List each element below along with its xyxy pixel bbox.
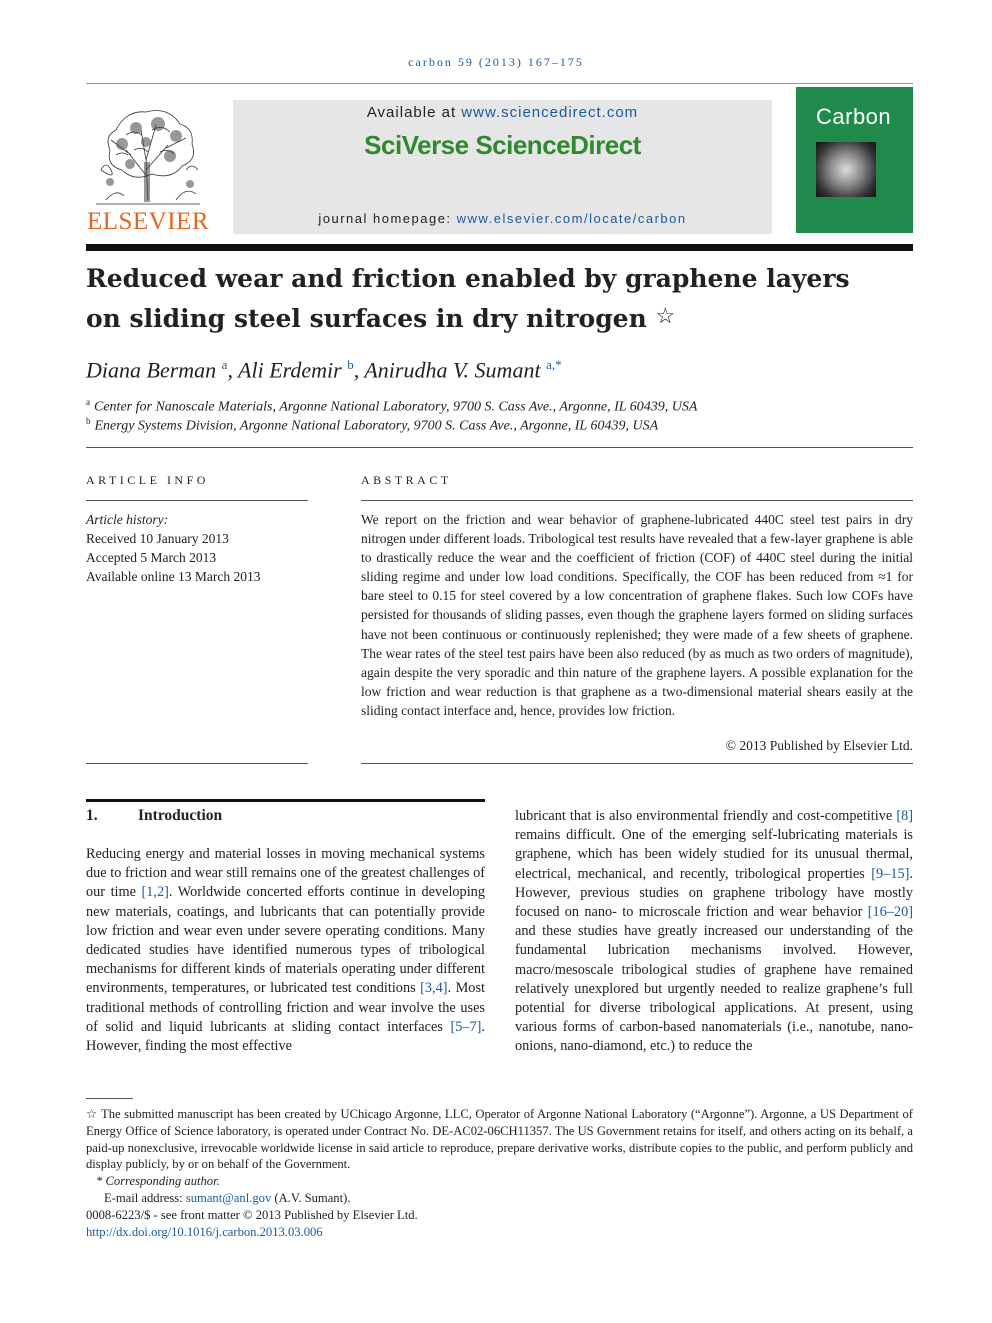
sciverse-logo: SciVerse ScienceDirect bbox=[364, 130, 641, 160]
body-text: remains difficult. One of the emerging self-lubricating materials is graphene, which has been widely studied for its unusual thermal, electrical, mechanical, and recently, tribological properties bbox=[515, 827, 913, 882]
available-at-line bbox=[233, 104, 772, 121]
body-column-left bbox=[86, 845, 485, 1056]
citation-link[interactable]: [9–15] bbox=[871, 865, 910, 882]
citation-link[interactable]: [1,2] bbox=[141, 884, 169, 901]
title-star-icon[interactable]: ☆ bbox=[655, 304, 676, 329]
citation-link[interactable]: [16–20] bbox=[867, 904, 913, 921]
footnotes bbox=[86, 1106, 913, 1240]
header-rule bbox=[86, 83, 913, 84]
section-title: Introduction bbox=[138, 807, 223, 824]
affiliation-sup: b bbox=[86, 416, 91, 426]
cover-image bbox=[816, 142, 876, 197]
sciencedirect-link[interactable]: www.sciencedirect.com bbox=[461, 104, 639, 121]
abstract-bottom-rule bbox=[361, 763, 913, 764]
citation-link[interactable]: [5–7] bbox=[450, 1018, 482, 1035]
affiliation-a bbox=[86, 397, 906, 416]
running-header: carbon 59 (2013) 167–175 bbox=[408, 55, 584, 69]
abstract-text: We report on the friction and wear behavior of graphene-lubricated 440C steel test pairs in dry nitrogen under different loads. Tribological test results have revealed that a few-layer graphene is able to drastically reduce the wear and the coefficient of friction (COF) of 440C steel during the initial sliding regime and under low load conditions. Specifically, the COF has been reduced from ≈1 for bare steel to 0.15 for steel covered by a low concentration of graphene flakes. Such low COFs have persisted for thousands of sliding passes, even though the graphene layers formed on sliding surfaces have not been continuous or continuously replenished; they were made of a few sheets of graphene. The wear rates of the steel test pairs have been also reduced (by as much as two orders of magnitude), again despite the very sporadic and thin nature of the graphene layers. A possible explanation for the low friction and wear reduction is that graphene as a two-dimensional material shears easily at the sliding contact interface and, hence, provides low friction. bbox=[361, 512, 913, 718]
available-prefix: Available at bbox=[366, 104, 462, 121]
article-title bbox=[86, 260, 886, 338]
cover-title: Carbon bbox=[816, 104, 892, 129]
email-label: E-mail address: bbox=[104, 1190, 186, 1205]
title-line-1: Reduced wear and friction enabled by graphene layers bbox=[86, 264, 850, 293]
doi-link[interactable]: http://dx.doi.org/10.1016/j.carbon.2013.03.006 bbox=[86, 1224, 323, 1239]
affiliation-sup: a bbox=[86, 397, 90, 407]
author-name[interactable]: Diana Berman bbox=[86, 357, 217, 383]
online-date: Available online 13 March 2013 bbox=[86, 569, 261, 584]
footnote-rule bbox=[86, 1098, 133, 1099]
article-info-rule bbox=[86, 500, 308, 501]
funding-footnote: ☆ The submitted manuscript has been created by UChicago Argonne, LLC, Operator of Argonne National Laboratory (“Argonne”). Argonne, a US Department of Energy Office of Science laboratory, is operated under Contract No. DE-AC02-06CH11357. The US Government retains for itself, and others acting on its behalf, a paid-up nonexclusive, irrevocable worldwide license in said article to reproduce, prepare derivative works, distribute copies to the public, and perform publicly and display publicly, by or on behalf of the Government. bbox=[86, 1107, 913, 1172]
author-list: Diana Berman $^a$, Ali Erdemir $^b$, Anirudha V. Sumant $^{a,*}$ bbox=[86, 357, 562, 383]
body-text: Reducing energy and material losses in moving mechanical systems due to friction and wear still remains one of the greatest challenges of our time bbox=[86, 846, 485, 901]
journal-homepage-link[interactable]: www.elsevier.com/locate/carbon bbox=[456, 211, 687, 226]
body-text: . However, previous studies on graphene tribology have mostly focused on nano- to microscale friction and wear behavior bbox=[515, 865, 913, 921]
elsevier-wordmark: ELSEVIER bbox=[86, 208, 210, 235]
author-affil-sup[interactable]: b bbox=[347, 357, 354, 372]
email-suffix: (A.V. Sumant). bbox=[271, 1190, 351, 1205]
body-text: and these studies have greatly increased our understanding of the fundamental lubrication mechanisms involved. However, macro/mesoscale tribological studies of graphene have remained relatively unexplored but urgently needed to realize graphene’s full potential for diverse tribological applications. At present, using various forms of carbon-based nanomaterials (i.e., nanotube, nano-onions, nano-diamond, etc.) to reduce the bbox=[515, 923, 913, 1055]
body-text: . However, finding the most effective bbox=[86, 1018, 485, 1055]
title-rule bbox=[86, 244, 913, 251]
affiliation-text: Center for Nanoscale Materials, Argonne National Laboratory, 9700 S. Cass Ave., Argonne, IL 60439, USA bbox=[94, 399, 698, 415]
affiliation-rule bbox=[86, 447, 913, 448]
journal-homepage-line bbox=[233, 211, 772, 226]
author-name[interactable]: Anirudha V. Sumant bbox=[364, 357, 541, 383]
article-info-bottom-rule bbox=[86, 763, 308, 764]
history-label: Article history: bbox=[86, 512, 169, 527]
author-name[interactable]: Ali Erdemir bbox=[238, 357, 342, 383]
article-info-heading: ARTICLE INFO bbox=[86, 473, 209, 487]
title-line-2 bbox=[86, 298, 886, 338]
abstract-heading: ABSTRACT bbox=[361, 473, 452, 487]
accepted-date: Accepted 5 March 2013 bbox=[86, 550, 217, 565]
author-affil-sup[interactable]: a bbox=[221, 357, 228, 372]
email-line bbox=[86, 1190, 913, 1207]
body-column-right bbox=[515, 807, 913, 1057]
affiliation-text: Energy Systems Division, Argonne National Laboratory, 9700 S. Cass Ave., Argonne, IL 60439, USA bbox=[94, 418, 659, 434]
affiliation-b bbox=[86, 416, 906, 435]
body-text: . Most traditional methods of controlling friction and wear involve the uses of solid and liquid lubricants at sliding contact interfaces bbox=[86, 980, 485, 1035]
homepage-prefix: journal homepage: bbox=[318, 211, 457, 226]
issn-line: 0008-6223/$ - see front matter © 2013 Published by Elsevier Ltd. bbox=[86, 1207, 418, 1222]
email-link[interactable]: sumant@anl.gov bbox=[185, 1190, 272, 1205]
title-line-2-text: on sliding steel surfaces in dry nitrogen bbox=[86, 304, 647, 333]
section-number: 1. bbox=[86, 807, 98, 824]
abstract-rule bbox=[361, 500, 913, 501]
received-date: Received 10 January 2013 bbox=[86, 531, 229, 546]
author-affil-sup[interactable]: a,* bbox=[546, 357, 562, 372]
citation-link[interactable]: [8] bbox=[896, 808, 913, 824]
abstract-copyright: © 2013 Published by Elsevier Ltd. bbox=[725, 738, 913, 753]
section-rule bbox=[86, 799, 485, 802]
body-text: lubricant that is also environmental friendly and cost-competitive bbox=[515, 808, 897, 824]
corresponding-author-note: * Corresponding author. bbox=[96, 1174, 220, 1189]
article-history bbox=[86, 510, 316, 586]
body-text: . Worldwide concerted efforts continue in developing new materials, coatings, and lubricants that can potentially provide low friction and wear even under severe operating conditions. Many dedicated studies have identified numerous types of tribological mechanisms for different kinds of materials operating under different environments, temperatures, or lubricated test conditions bbox=[86, 884, 485, 997]
citation-link[interactable]: [3,4] bbox=[420, 980, 448, 997]
